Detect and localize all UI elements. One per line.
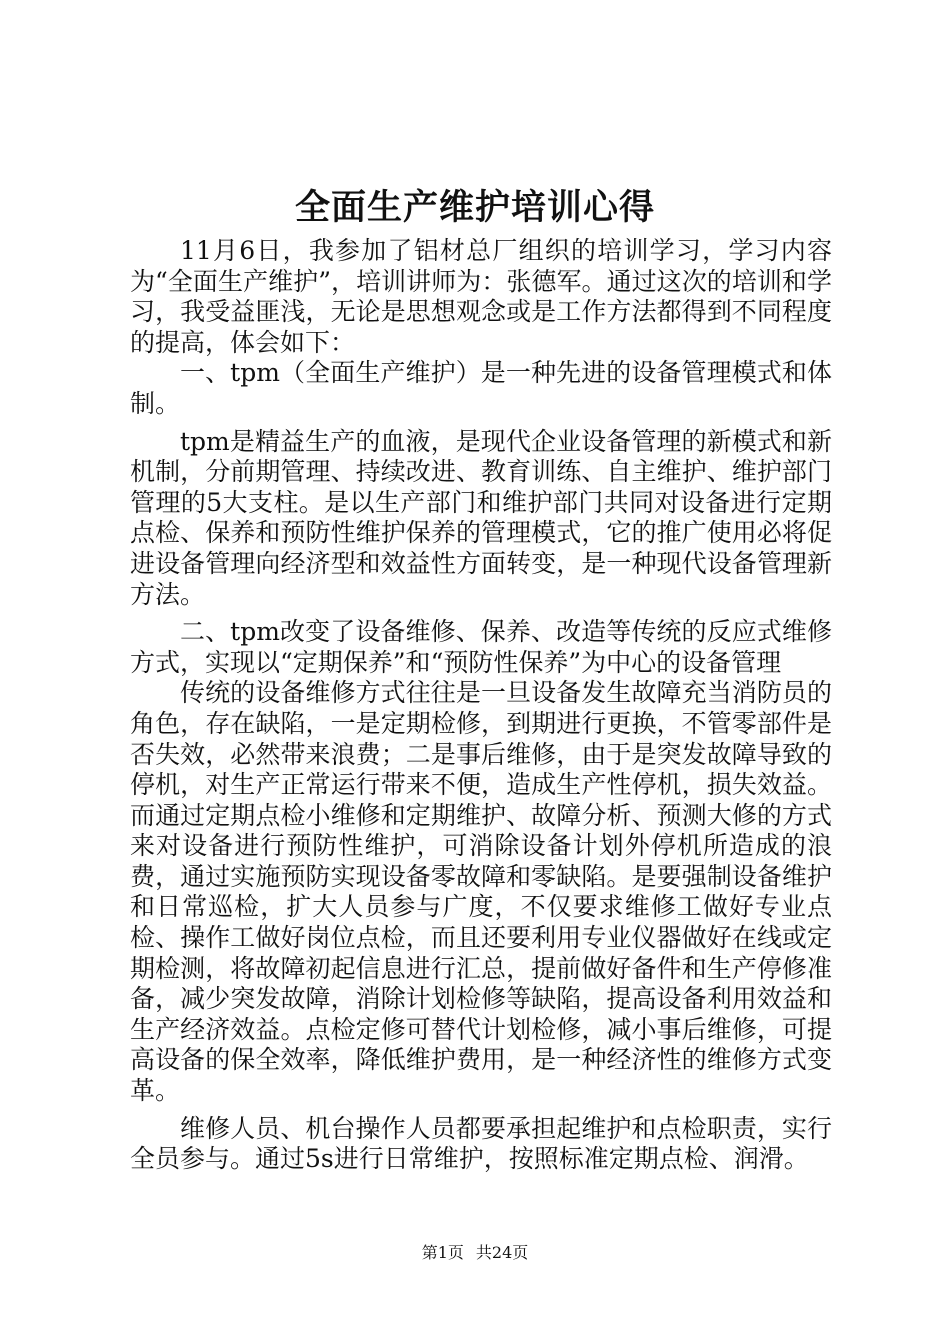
document-body [130,236,832,1175]
paragraph-traditional-maintenance: 传统的设备维修方式往往是一旦设备发生故障充当消防员的角色，存在缺陷，一是定期检修，到期进行更换，不管零部件是否失效，必然带来浪费；二是事后维修，由于是突发故障导致的停机，对生产正常运行带来不便，造成生产性停机，损失效益。而通过定期点检小维修和定期维护、故障分析、预测大修的方式来对设备进行预防性维护，可消除设备计划外停机所造成的浪费，通过实施预防实现设备零故障和零缺陷。是要强制设备维护和日常巡检，扩大人员参与广度，不仅要求维修工做好专业点检、操作工做好岗位点检，而且还要利用专业仪器做好在线或定期检测，将故障初起信息进行汇总，提前做好备件和生产停修准备，减少突发故障，消除计划检修等缺陷，提高设备利用效益和生产经济效益。点检定修可替代计划检修，减小事后维修，可提高设备的保全效率，降低维护费用，是一种经济性的维修方式变革。 [130,678,832,1106]
page-number: 第1页 [421,1243,464,1262]
paragraph-heading-1: 一、tpm（全面生产维护）是一种先进的设备管理模式和体制。 [130,358,832,418]
page-footer [0,1242,950,1264]
paragraph-heading-2: 二、tpm改变了设备维修、保养、改造等传统的反应式维修方式，实现以“定期保养”和“预防性保养”为中心的设备管理 [130,617,832,677]
paragraph-full-participation: 维修人员、机台操作人员都要承担起维护和点检职责，实行全员参与。通过5s进行日常维护，按照标准定期点检、润滑。 [130,1113,832,1174]
paragraph-intro: 11月6日，我参加了铝材总厂组织的培训学习，学习内容为“全面生产维护”，培训讲师为：张德军。通过这次的培训和学习，我受益匪浅，无论是思想观念或是工作方法都得到不同程度的提高，体会如下： [130,236,832,357]
page-total: 共24页 [475,1243,529,1262]
paragraph-tpm-definition: tpm是精益生产的血液，是现代企业设备管理的新模式和新机制，分前期管理、持续改进、教育训练、自主维护、维护部门管理的5大支柱。是以生产部门和维护部门共同对设备进行定期点检、保养和预防性维护保养的管理模式，它的推广使用必将促进设备管理向经济型和效益性方面转变，是一种现代设备管理新方法。 [130,426,832,609]
document-title: 全面生产维护培训心得 [294,188,655,228]
